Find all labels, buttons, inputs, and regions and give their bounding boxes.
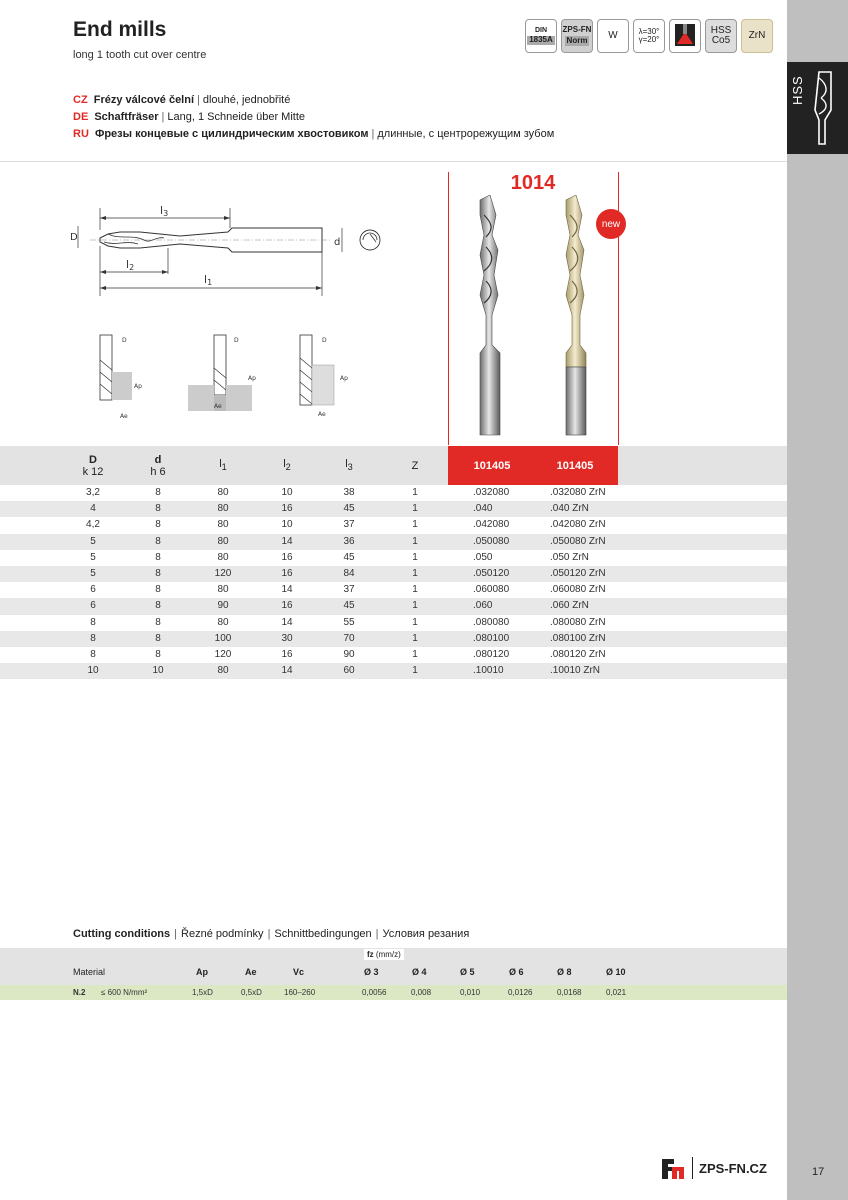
- angle-gamma: γ=20°: [638, 35, 660, 44]
- cell-l2: 16: [281, 648, 293, 660]
- label-l3: l3: [160, 204, 169, 218]
- cell-c1: .080100: [473, 632, 510, 644]
- table-row: [0, 647, 787, 663]
- logo-separator: [692, 1157, 693, 1179]
- cell-d: 8: [155, 519, 161, 531]
- cell-l2: 16: [281, 567, 293, 579]
- cell-l1: 120: [214, 567, 232, 579]
- cc-material: ≤ 600 N/mm²: [101, 988, 148, 997]
- cc-th-d3: Ø 3: [364, 967, 379, 977]
- cell-l1: 80: [217, 616, 229, 628]
- side-tab-label: HSS: [790, 75, 805, 105]
- cutting-conditions-title: [73, 928, 469, 940]
- cc-th-material: Material: [73, 967, 106, 977]
- th-d: d h 6: [150, 453, 166, 478]
- table-row: [0, 517, 787, 533]
- cell-c2: .080080 ZrN: [550, 616, 606, 628]
- hss-badge-bottom: Co5: [711, 35, 731, 46]
- cell-z: 1: [412, 567, 418, 579]
- cell-c2: .080120 ZrN: [550, 648, 606, 660]
- cc-d10: 0,021: [606, 988, 627, 997]
- cell-l3: 60: [343, 665, 355, 677]
- th-D: D k 12: [82, 453, 104, 478]
- cc-title-cz: Řezné podmínky: [181, 928, 264, 940]
- cell-d: 8: [155, 616, 161, 628]
- zrn-badge-label: ZrN: [748, 29, 766, 41]
- end-mill-icon: [811, 70, 839, 146]
- table-row: [0, 615, 787, 631]
- table-row: [0, 485, 787, 501]
- svg-text:D: D: [322, 337, 327, 344]
- slot-milling-drawing: [188, 335, 256, 411]
- cc-d4: 0,008: [411, 988, 432, 997]
- cell-l1: 80: [217, 584, 229, 596]
- cc-th-d6: Ø 6: [509, 967, 524, 977]
- cell-l2: 16: [281, 600, 293, 612]
- cell-D: 8: [90, 616, 96, 628]
- lang-desc: dlouhé, jednobřité: [202, 94, 291, 106]
- product-column-left-line: [448, 172, 449, 445]
- angle-badge: [633, 19, 665, 53]
- lang-name: Schaftfräser: [94, 111, 159, 123]
- svg-text:D: D: [122, 337, 127, 344]
- cell-z: 1: [412, 665, 418, 677]
- new-badge: new: [596, 209, 626, 239]
- lang-row-ru: [73, 126, 554, 143]
- cc-d5: 0,010: [460, 988, 481, 997]
- dimensions-table: [0, 446, 787, 679]
- brand-logo[interactable]: [660, 1155, 767, 1181]
- cc-d6: 0,0126: [508, 988, 533, 997]
- cell-D: 8: [90, 648, 96, 660]
- zps-badge-top: ZPS-FN: [562, 24, 592, 34]
- cell-c2: .050080 ZrN: [550, 535, 606, 547]
- cell-c1: .040: [473, 503, 493, 515]
- page-title: End mills: [73, 18, 167, 41]
- cc-ae: 0,5xD: [241, 988, 262, 997]
- zps-badge-bottom: Norm: [566, 36, 588, 45]
- cell-d: 8: [155, 584, 161, 596]
- cell-l2: 14: [281, 665, 293, 677]
- cell-z: 1: [412, 487, 418, 498]
- fz-label: fz (mm/z): [364, 949, 404, 960]
- cell-c2: .080100 ZrN: [550, 632, 606, 644]
- cell-l2: 14: [281, 616, 293, 628]
- cell-D: 8: [90, 632, 96, 644]
- cc-vc: 160–260: [284, 988, 316, 997]
- cc-group: N.2: [73, 988, 86, 997]
- lang-desc: Lang, 1 Schneide über Mitte: [167, 111, 305, 123]
- din-badge: [525, 19, 557, 53]
- svg-text:Ap: Ap: [134, 383, 142, 390]
- cell-D: 5: [90, 535, 96, 547]
- th-l2: $l_2$: [283, 457, 291, 473]
- cell-c1: .050: [473, 551, 493, 563]
- table-row: [0, 534, 787, 550]
- page-number: 17: [812, 1166, 825, 1178]
- cc-title-sep: |: [267, 928, 271, 940]
- table-row: [0, 501, 787, 517]
- cell-l1: 80: [217, 487, 229, 498]
- lang-separator: |: [161, 111, 165, 123]
- cell-c1: .032080: [473, 487, 510, 498]
- table-row: [0, 598, 787, 614]
- cc-th-d8: Ø 8: [557, 967, 572, 977]
- cc-th-d10: Ø 10: [606, 967, 626, 977]
- table-row: [0, 566, 787, 582]
- cc-title-sep: |: [174, 928, 178, 940]
- cell-z: 1: [412, 503, 418, 515]
- header-divider: [0, 161, 787, 162]
- svg-text:D: D: [234, 337, 239, 344]
- cc-ap: 1,5xD: [192, 988, 213, 997]
- cell-l3: 45: [343, 600, 355, 612]
- cell-l2: 30: [281, 632, 293, 644]
- cell-c1: .080120: [473, 648, 510, 660]
- machining-icon: [672, 22, 698, 50]
- table-header: [0, 446, 787, 485]
- cell-z: 1: [412, 519, 418, 531]
- table-row: [0, 550, 787, 566]
- cell-z: 1: [412, 600, 418, 612]
- application-drawings: [90, 330, 360, 425]
- cell-l1: 80: [217, 519, 229, 531]
- cell-c2: .042080 ZrN: [550, 519, 606, 531]
- cell-d: 8: [155, 535, 161, 547]
- table-row: [0, 663, 787, 679]
- cell-c1: .060: [473, 600, 493, 612]
- cc-d3: 0,0056: [362, 988, 387, 997]
- lang-separator: |: [371, 128, 375, 140]
- cc-d8: 0,0168: [557, 988, 582, 997]
- end-mill-dimension-drawing: [60, 190, 400, 300]
- cell-c2: .10010 ZrN: [550, 665, 601, 677]
- label-d: d: [334, 237, 341, 248]
- cell-c1: .060080: [473, 584, 510, 596]
- cell-d: 8: [155, 487, 161, 498]
- lang-code: RU: [73, 128, 89, 140]
- cell-l2: 16: [281, 551, 293, 563]
- svg-text:Ae: Ae: [318, 411, 326, 418]
- cell-l1: 80: [217, 503, 229, 515]
- side-tab-hss[interactable]: [787, 62, 848, 154]
- th-code-2: 101405: [556, 459, 594, 472]
- cell-d: 10: [152, 665, 164, 677]
- cell-c1: .10010: [473, 665, 504, 677]
- product-code: 1014: [510, 172, 556, 194]
- cell-l3: 45: [343, 551, 355, 563]
- cell-D: 4,2: [86, 519, 100, 531]
- cell-z: 1: [412, 616, 418, 628]
- cell-c2: .050120 ZrN: [550, 567, 606, 579]
- cell-c2: .060080 ZrN: [550, 584, 606, 596]
- lang-desc: длинные, с центрорежущим зубом: [377, 128, 555, 140]
- cell-c1: .050120: [473, 567, 510, 579]
- label-D: D: [70, 232, 78, 243]
- cell-l3: 38: [343, 487, 355, 498]
- w-badge: [597, 19, 629, 53]
- w-badge-label: W: [608, 29, 618, 41]
- cell-l3: 84: [343, 567, 355, 579]
- cc-th-ae: Ae: [245, 967, 257, 977]
- cell-l2: 14: [281, 535, 293, 547]
- cc-title-sep: |: [375, 928, 379, 940]
- cell-D: 5: [90, 567, 96, 579]
- zrn-badge: [741, 19, 773, 53]
- cell-l1: 80: [217, 551, 229, 563]
- table-body: [0, 485, 787, 679]
- cell-D: 10: [87, 665, 99, 677]
- lang-code: DE: [73, 111, 89, 123]
- table-row: [0, 631, 787, 647]
- cc-title-ru: Условия резания: [382, 928, 470, 940]
- cell-c1: .050080: [473, 535, 510, 547]
- svg-text:Ae: Ae: [120, 413, 128, 420]
- svg-text:Ap: Ap: [340, 375, 348, 382]
- cell-l3: 70: [343, 632, 355, 644]
- lang-name: Frézy válcové čelní: [93, 94, 195, 106]
- cell-c2: .060 ZrN: [550, 600, 589, 612]
- angle-lambda: λ=30°: [638, 26, 660, 36]
- cell-l2: 16: [281, 503, 293, 515]
- cell-z: 1: [412, 648, 418, 660]
- th-l1: $l_1$: [219, 457, 227, 473]
- page-subtitle: long 1 tooth cut over centre: [73, 49, 207, 61]
- cc-th-vc: Vc: [293, 967, 305, 977]
- cc-th-d4: Ø 4: [412, 967, 427, 977]
- label-l2: l2: [126, 258, 135, 272]
- cell-D: 5: [90, 551, 96, 563]
- side-strip: [787, 0, 848, 1200]
- lang-row-cz: [73, 92, 554, 109]
- cell-D: 3,2: [86, 487, 100, 498]
- cell-c1: .042080: [473, 519, 510, 531]
- fn-logo-icon: [660, 1155, 686, 1181]
- cell-l3: 37: [343, 584, 355, 596]
- cell-D: 6: [90, 600, 96, 612]
- th-code-1: 101405: [473, 459, 511, 472]
- cell-d: 8: [155, 600, 161, 612]
- cell-l3: 55: [343, 616, 355, 628]
- cell-z: 1: [412, 551, 418, 563]
- cell-c2: .050 ZrN: [550, 551, 589, 563]
- language-descriptions: [73, 92, 554, 143]
- cell-c1: .080080: [473, 616, 510, 628]
- cell-d: 8: [155, 567, 161, 579]
- cell-l1: 80: [217, 665, 229, 677]
- cutting-conditions-header: [0, 948, 787, 985]
- th-l3: $l_3$: [345, 457, 353, 473]
- cell-z: 1: [412, 584, 418, 596]
- cc-title-en: Cutting conditions: [73, 928, 171, 940]
- cell-D: 6: [90, 584, 96, 596]
- cutting-conditions-row: [0, 985, 787, 1000]
- side-milling-drawing: [100, 335, 142, 420]
- label-l1: l1: [204, 273, 213, 287]
- coating-machine-badge: [669, 19, 701, 53]
- cc-th-d5: Ø 5: [460, 967, 475, 977]
- zps-norm-badge: [561, 19, 593, 53]
- cell-d: 8: [155, 551, 161, 563]
- cell-d: 8: [155, 632, 161, 644]
- cell-l2: 10: [281, 519, 293, 531]
- ramp-milling-drawing: [300, 335, 348, 418]
- cell-d: 8: [155, 648, 161, 660]
- lang-row-de: [73, 109, 554, 126]
- lang-separator: |: [197, 94, 200, 106]
- cell-z: 1: [412, 632, 418, 644]
- spec-badges: [525, 19, 773, 55]
- cell-l3: 90: [343, 648, 355, 660]
- end-mill-zrn-image: [558, 195, 598, 440]
- cell-l1: 100: [214, 632, 232, 644]
- cell-l1: 90: [217, 600, 229, 612]
- cell-l3: 45: [343, 503, 355, 515]
- cell-c2: .032080 ZrN: [550, 487, 606, 498]
- brand-url[interactable]: ZPS-FN.CZ: [699, 1160, 767, 1176]
- cc-title-de: Schnittbedingungen: [274, 928, 372, 940]
- table-row: [0, 582, 787, 598]
- cell-l3: 37: [343, 519, 355, 531]
- svg-text:Ap: Ap: [248, 375, 256, 382]
- cell-c2: .040 ZrN: [550, 503, 589, 515]
- cell-l2: 14: [281, 584, 293, 596]
- cell-l1: 120: [214, 648, 232, 660]
- end-mill-uncoated-image: [470, 195, 510, 440]
- cc-th-ap: Ap: [196, 967, 208, 977]
- cell-l1: 80: [217, 535, 229, 547]
- din-badge-top: DIN: [534, 27, 548, 35]
- din-badge-bottom: 1835A: [529, 35, 553, 45]
- lang-code: CZ: [73, 94, 88, 106]
- lang-name: Фрезы концевые с цилиндрическим хвостовиком: [94, 128, 369, 140]
- hss-badge-top: HSS: [710, 24, 732, 36]
- cell-D: 4: [90, 503, 96, 515]
- svg-text:Ae: Ae: [214, 403, 222, 410]
- th-z: Z: [411, 459, 419, 472]
- hss-co5-badge: [705, 19, 737, 53]
- cell-l3: 36: [343, 535, 355, 547]
- cell-z: 1: [412, 535, 418, 547]
- cell-d: 8: [155, 503, 161, 515]
- cell-l2: 10: [281, 487, 293, 498]
